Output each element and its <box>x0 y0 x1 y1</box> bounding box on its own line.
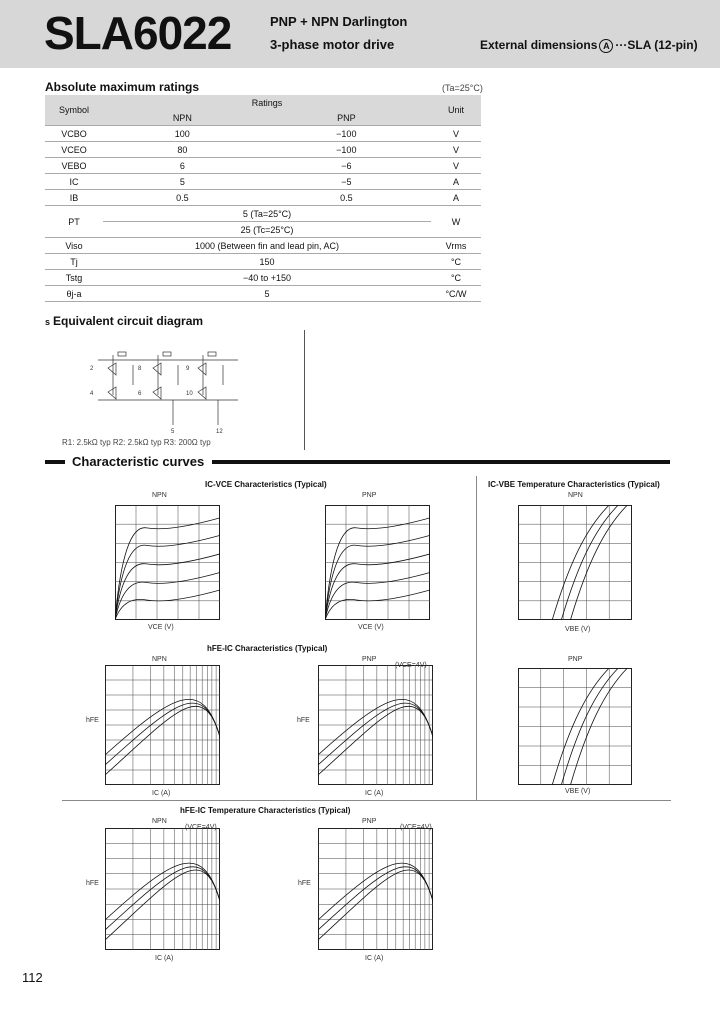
characteristic-curve <box>115 554 220 620</box>
chart-ic-vbe-pnp <box>518 668 632 785</box>
chart-hfe-ic-pnp <box>318 665 433 785</box>
unit-cell: V <box>431 158 481 174</box>
external-dimensions <box>480 38 698 53</box>
pin-label: 5 <box>171 429 175 435</box>
characteristic-curve <box>115 572 220 620</box>
characteristic-curve <box>325 518 430 620</box>
chart-ic-vbe-npn <box>518 505 632 620</box>
pin-label: 8 <box>138 366 142 372</box>
dim-code: A <box>603 41 610 51</box>
header-pnp: PNP <box>262 110 431 126</box>
symbol-cell: IC <box>45 174 103 190</box>
symbol-cell: VEBO <box>45 158 103 174</box>
symbol-cell: VCEO <box>45 142 103 158</box>
value-cell: 25 (Tc=25°C) <box>103 222 431 238</box>
npn-cell: 100 <box>103 126 262 142</box>
characteristic-curve <box>115 590 220 620</box>
axis-label-ic: IC (A) <box>155 955 174 962</box>
vce-condition: (VCE=4V) <box>400 824 432 831</box>
unit-cell: W <box>431 206 481 238</box>
table-row <box>45 206 481 222</box>
value-cell: 5 <box>103 286 431 302</box>
package: SLA (12-pin) <box>627 38 698 52</box>
pin-label: 2 <box>90 366 94 372</box>
characteristic-curve <box>318 867 433 930</box>
unit-cell: °C <box>431 270 481 286</box>
circuit-title <box>45 314 203 328</box>
table-row <box>45 142 481 158</box>
chart-title-ic-vce: IC-VCE Characteristics (Typical) <box>205 480 327 489</box>
symbol-cell: Tj <box>45 254 103 270</box>
label-pnp: PNP <box>362 818 377 825</box>
ratings-condition: (Ta=25°C) <box>442 83 483 93</box>
vce-condition: (VCE=4V) <box>395 662 427 669</box>
section-bar-right <box>212 460 670 464</box>
unit-cell: A <box>431 190 481 206</box>
product-application: 3-phase motor drive <box>270 37 395 52</box>
value-cell: 150 <box>103 254 431 270</box>
unit-cell: A <box>431 174 481 190</box>
characteristic-curve <box>115 518 220 620</box>
table-row <box>45 190 481 206</box>
axis-label-vce: VCE (V) <box>358 624 384 631</box>
label-pnp: PNP <box>362 492 377 499</box>
value-cell: 5 (Ta=25°C) <box>103 206 431 222</box>
external-dimensions-label: External dimensions <box>480 38 598 52</box>
axis-label-ic: IC (A) <box>365 955 384 962</box>
pnp-cell: −5 <box>262 174 431 190</box>
characteristic-curve <box>325 554 430 620</box>
unit-cell: °C/W <box>431 286 481 302</box>
label-npn: NPN <box>152 818 167 825</box>
characteristic-curve <box>325 535 430 620</box>
characteristic-curve <box>115 535 220 620</box>
label-pnp: PNP <box>362 656 377 663</box>
header-symbol: Symbol <box>45 95 103 126</box>
circuit-divider <box>304 330 305 450</box>
header-npn: NPN <box>103 110 262 126</box>
pnp-cell: 0.5 <box>262 190 431 206</box>
table-row <box>45 270 481 286</box>
pnp-cell: −100 <box>262 142 431 158</box>
header-ratings: Ratings <box>103 95 431 110</box>
axis-label-vbe: VBE (V) <box>565 626 591 633</box>
chart-hfe-ic-npn <box>105 665 220 785</box>
curves-title: Characteristic curves <box>72 454 205 469</box>
circuit-title-text: Equivalent circuit diagram <box>53 314 204 328</box>
pin-label: 6 <box>138 391 142 397</box>
part-number: SLA6022 <box>44 7 232 59</box>
unit-cell: V <box>431 142 481 158</box>
table-row <box>45 254 481 270</box>
table-row <box>45 286 481 302</box>
value-cell: 1000 (Between fin and lead pin, AC) <box>103 238 431 254</box>
header-unit: Unit <box>431 95 481 126</box>
symbol-cell: PT <box>45 206 103 238</box>
symbol-cell: Viso <box>45 238 103 254</box>
npn-cell: 5 <box>103 174 262 190</box>
unit-cell: V <box>431 126 481 142</box>
label-npn: NPN <box>152 656 167 663</box>
table-row <box>45 174 481 190</box>
page-number: 112 <box>22 970 43 985</box>
axis-label-hfe: hFE <box>298 880 311 887</box>
pnp-cell: −100 <box>262 126 431 142</box>
chart-ic-vce-npn <box>115 505 220 620</box>
unit-cell: Vrms <box>431 238 481 254</box>
axis-label-ic: IC (A) <box>152 790 171 797</box>
label-npn: NPN <box>152 492 167 499</box>
chart-title-ic-vbe: IC-VBE Temperature Characteristics (Typical) <box>488 480 660 489</box>
pin-label: 4 <box>90 391 94 397</box>
chart-title-hfe-ic: hFE-IC Characteristics (Typical) <box>207 644 328 653</box>
npn-cell: 80 <box>103 142 262 158</box>
table-row <box>45 238 481 254</box>
dim-code-circle <box>599 39 613 53</box>
ratings-table <box>45 95 481 302</box>
section-bar-left <box>45 460 65 464</box>
pnp-cell: −6 <box>262 158 431 174</box>
axis-label-hfe: hFE <box>297 717 310 724</box>
label-pnp: PNP <box>568 656 583 663</box>
axis-label-hfe: hFE <box>86 880 99 887</box>
axis-label-ic: IC (A) <box>365 790 384 797</box>
vce-condition: (VCE=4V) <box>185 824 217 831</box>
characteristic-curve <box>105 703 220 765</box>
axis-label-hfe: hFE <box>86 717 99 724</box>
npn-cell: 0.5 <box>103 190 262 206</box>
equivalent-circuit-diagram <box>88 340 248 435</box>
characteristic-curve <box>325 590 430 620</box>
symbol-cell: IB <box>45 190 103 206</box>
symbol-cell: θj-a <box>45 286 103 302</box>
ratings-title: Absolute maximum ratings <box>45 80 200 94</box>
characteristic-curve <box>325 572 430 620</box>
chart-hfe-temp-pnp <box>318 828 433 950</box>
hfe-temp-rule <box>62 800 476 801</box>
chart-ic-vce-pnp <box>325 505 430 620</box>
label-npn: NPN <box>568 492 583 499</box>
unit-cell: °C <box>431 254 481 270</box>
dim-dots: ··· <box>615 38 628 52</box>
table-row <box>45 126 481 142</box>
pin-label: 12 <box>216 429 223 435</box>
symbol-cell: Tstg <box>45 270 103 286</box>
pin-label: 10 <box>186 391 193 397</box>
chart-title-hfe-temp: hFE-IC Temperature Characteristics (Typical) <box>180 806 351 815</box>
axis-label-vbe: VBE (V) <box>565 788 591 795</box>
resistor-note: R1: 2.5kΩ typ R2: 2.5kΩ typ R3: 200Ω typ <box>62 438 211 447</box>
table-row <box>45 158 481 174</box>
characteristic-curve <box>318 703 433 765</box>
pin-label: 9 <box>186 366 190 372</box>
table-row <box>45 222 481 238</box>
axis-label-vce: VCE (V) <box>148 624 174 631</box>
circuit-bullet: s <box>45 317 51 327</box>
symbol-cell: VCBO <box>45 126 103 142</box>
characteristic-curve <box>105 867 220 930</box>
product-type: PNP + NPN Darlington <box>270 14 408 29</box>
value-cell: −40 to +150 <box>103 270 431 286</box>
chart-hfe-temp-npn <box>105 828 220 950</box>
npn-cell: 6 <box>103 158 262 174</box>
